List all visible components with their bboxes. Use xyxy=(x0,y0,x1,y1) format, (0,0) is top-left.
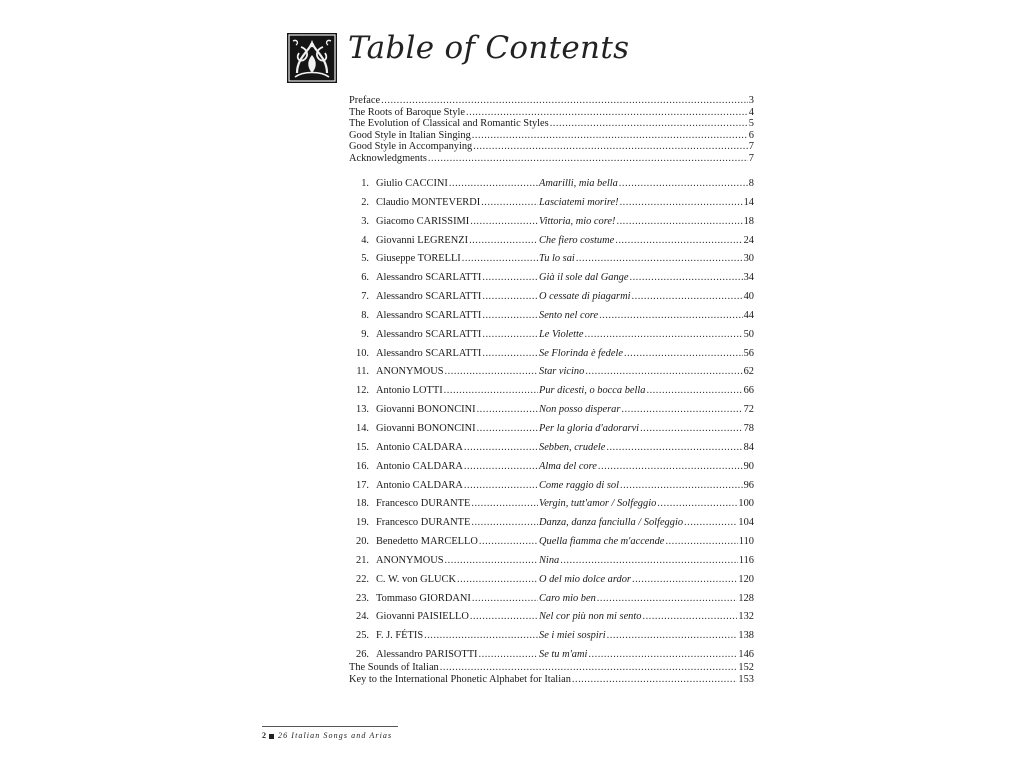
song-entry xyxy=(349,552,754,571)
song-number: 18. xyxy=(356,498,369,510)
dot-leader xyxy=(482,326,538,345)
composer-name: Antonio CALDARA xyxy=(376,460,463,472)
song-number: 12. xyxy=(356,385,369,397)
dot-leader xyxy=(550,118,748,130)
song-page: 128 xyxy=(738,592,754,604)
composer-name: Alessandro PARISOTTI xyxy=(376,649,478,661)
song-entry xyxy=(349,533,754,552)
dot-leader xyxy=(445,552,538,571)
square-bullet-icon xyxy=(269,734,274,739)
composer-name: ANONYMOUS xyxy=(376,366,444,378)
song-page: 100 xyxy=(738,498,754,510)
song-page: 138 xyxy=(738,630,754,642)
song-number: 16. xyxy=(356,460,369,472)
composer-name: Giovanni PAISIELLO xyxy=(376,611,469,623)
composer-name: Giulio CACCINI xyxy=(376,178,448,189)
song-title: Star vicino xyxy=(539,366,585,378)
song-title: Come raggio di sol xyxy=(539,479,619,491)
composer-name: Tommaso GIORDANI xyxy=(376,592,471,604)
song-title: Che fiero costume xyxy=(539,234,615,246)
toc-entry xyxy=(349,153,754,165)
dot-leader xyxy=(424,627,538,646)
composer-name: F. J. FÉTIS xyxy=(376,630,424,642)
song-number: 25. xyxy=(356,630,369,642)
dot-leader xyxy=(428,153,748,165)
song-page: 90 xyxy=(743,460,754,472)
composer-name: Benedetto MARCELLO xyxy=(376,536,478,548)
song-number: 5. xyxy=(361,253,369,265)
entry-label: Preface xyxy=(349,95,381,106)
song-page: 110 xyxy=(738,536,754,548)
toc-entry xyxy=(349,141,754,153)
song-number: 13. xyxy=(356,404,369,416)
song-page: 72 xyxy=(743,404,754,416)
dot-leader xyxy=(642,608,737,627)
song-number: 11. xyxy=(356,366,369,378)
song-title: Vittoria, mio core! xyxy=(539,215,616,227)
song-number: 4. xyxy=(361,234,369,246)
dot-leader xyxy=(632,288,743,307)
dot-leader xyxy=(620,477,743,496)
song-entry xyxy=(349,175,754,194)
song-entry xyxy=(349,326,754,345)
song-title: Nina xyxy=(539,554,560,566)
song-number: 22. xyxy=(356,573,369,585)
song-page: 66 xyxy=(743,385,754,397)
song-number: 2. xyxy=(361,196,369,208)
entry-label: Key to the International Phonetic Alphabet for Italian xyxy=(349,673,571,685)
song-page: 44 xyxy=(743,309,754,321)
entry-page: 4 xyxy=(748,106,754,118)
dot-leader xyxy=(629,269,742,288)
song-entry xyxy=(349,590,754,609)
song-page: 78 xyxy=(743,422,754,434)
composer-name: C. W. von GLUCK xyxy=(376,573,456,585)
songs-list xyxy=(349,175,754,665)
footer-page-number: 2 xyxy=(262,731,266,740)
song-entry xyxy=(349,269,754,288)
composer-name: Alessandro SCARLATTI xyxy=(376,309,482,321)
song-page: 18 xyxy=(743,215,754,227)
song-page: 24 xyxy=(743,234,754,246)
song-title: Lasciatemi morire! xyxy=(539,196,619,208)
composer-name: Giovanni BONONCINI xyxy=(376,422,476,434)
song-number: 8. xyxy=(361,309,369,321)
song-title: Sento nel core xyxy=(539,309,599,321)
song-number: 26. xyxy=(356,649,369,661)
entry-label: The Sounds of Italian xyxy=(349,662,439,673)
dot-leader xyxy=(585,326,743,345)
entry-label: Acknowledgments xyxy=(349,152,427,164)
song-title: Se Florinda è fedele xyxy=(539,347,623,359)
song-number: 10. xyxy=(356,347,369,359)
song-number: 24. xyxy=(356,611,369,623)
song-entry xyxy=(349,194,754,213)
song-entry xyxy=(349,307,754,326)
song-page: 96 xyxy=(743,479,754,491)
dot-leader xyxy=(646,382,742,401)
dot-leader xyxy=(464,439,538,458)
entry-page: 3 xyxy=(748,95,754,106)
song-title: Sebben, crudele xyxy=(539,441,606,453)
dot-leader xyxy=(576,250,743,269)
song-number: 9. xyxy=(361,328,369,340)
entry-page: 152 xyxy=(738,662,754,673)
toc-entry xyxy=(349,95,754,107)
song-entry xyxy=(349,439,754,458)
dot-leader xyxy=(471,495,538,514)
dot-leader xyxy=(462,250,538,269)
song-title: Già il sole dal Gange xyxy=(539,272,629,284)
entry-label: The Evolution of Classical and Romantic Styles xyxy=(349,118,549,130)
song-title: O cessate di piagarmi xyxy=(539,291,631,303)
dot-leader xyxy=(477,420,538,439)
song-number: 14. xyxy=(356,422,369,434)
dot-leader xyxy=(449,175,538,194)
dot-leader xyxy=(482,345,538,364)
song-entry xyxy=(349,571,754,590)
dot-leader xyxy=(560,552,738,571)
dot-leader xyxy=(445,363,538,382)
entry-label: Good Style in Italian Singing xyxy=(349,129,471,141)
song-number: 1. xyxy=(361,178,369,189)
dot-leader xyxy=(624,345,743,364)
song-number: 20. xyxy=(356,536,369,548)
song-title: Alma del core xyxy=(539,460,597,472)
toc-entry xyxy=(349,118,754,130)
dot-leader xyxy=(621,401,742,420)
song-entry xyxy=(349,627,754,646)
song-entry xyxy=(349,345,754,364)
dot-leader xyxy=(469,232,538,251)
dot-leader xyxy=(482,269,538,288)
song-entry xyxy=(349,495,754,514)
composer-name: Antonio LOTTI xyxy=(376,385,443,397)
dot-leader xyxy=(597,590,738,609)
composer-name: Alessandro SCARLATTI xyxy=(376,347,482,359)
dot-leader xyxy=(470,213,538,232)
toc-entry xyxy=(349,107,754,119)
dot-leader xyxy=(477,401,538,420)
dot-leader xyxy=(620,194,743,213)
composer-name: Antonio CALDARA xyxy=(376,479,463,491)
dot-leader xyxy=(482,288,538,307)
dot-leader xyxy=(640,420,743,439)
composer-name: Francesco DURANTE xyxy=(376,498,471,510)
song-title: Se tu m'ami xyxy=(539,649,588,661)
song-number: 19. xyxy=(356,517,369,529)
dot-leader xyxy=(472,590,538,609)
composer-name: Antonio CALDARA xyxy=(376,441,463,453)
song-page: 104 xyxy=(738,517,754,529)
song-page: 132 xyxy=(738,611,754,623)
dot-leader xyxy=(440,662,738,674)
song-title: Vergin, tutt'amor / Solfeggio xyxy=(539,498,657,510)
page-footer xyxy=(262,730,392,742)
composer-name: Alessandro SCARLATTI xyxy=(376,272,482,284)
song-entry xyxy=(349,363,754,382)
dot-leader xyxy=(479,533,538,552)
dot-leader xyxy=(481,194,538,213)
song-entry xyxy=(349,382,754,401)
song-entry xyxy=(349,250,754,269)
dot-leader xyxy=(684,514,737,533)
dot-leader xyxy=(615,232,742,251)
song-number: 7. xyxy=(361,291,369,303)
dot-leader xyxy=(472,130,748,142)
dot-leader xyxy=(665,533,737,552)
dot-leader xyxy=(606,439,742,458)
dot-leader xyxy=(482,307,538,326)
song-title: Amarilli, mia bella xyxy=(539,178,618,189)
dot-leader xyxy=(464,458,538,477)
song-entry xyxy=(349,458,754,477)
entry-page: 153 xyxy=(738,673,754,685)
footer-book-title: 26 Italian Songs and Arias xyxy=(278,731,393,740)
entry-label: Good Style in Accompanying xyxy=(349,141,473,153)
composer-name: Claudio MONTEVERDI xyxy=(376,196,481,208)
footer-rule xyxy=(262,726,398,727)
dot-leader xyxy=(607,627,738,646)
entry-page: 5 xyxy=(748,118,754,130)
song-title: O del mio dolce ardor xyxy=(539,573,631,585)
song-page: 84 xyxy=(743,441,754,453)
song-title: Non posso disperar xyxy=(539,404,621,416)
composer-name: Francesco DURANTE xyxy=(376,517,471,529)
dot-leader xyxy=(466,107,748,119)
toc-entry xyxy=(349,674,754,686)
composer-name: Giovanni BONONCINI xyxy=(376,404,476,416)
song-title: Quella fiamma che m'accende xyxy=(539,536,665,548)
entry-page: 7 xyxy=(748,141,754,153)
song-title: Per la gloria d'adorarvi xyxy=(539,422,640,434)
song-page: 120 xyxy=(738,573,754,585)
song-page: 62 xyxy=(743,366,754,378)
song-number: 21. xyxy=(356,554,369,566)
composer-name: Giacomo CARISSIMI xyxy=(376,215,470,227)
song-page: 34 xyxy=(743,272,754,284)
toc-entry xyxy=(349,662,754,674)
toc-entry xyxy=(349,130,754,142)
composer-name: Alessandro SCARLATTI xyxy=(376,291,482,303)
song-page: 56 xyxy=(743,347,754,359)
back-matter-list xyxy=(349,662,754,685)
entry-page: 6 xyxy=(748,129,754,141)
front-matter-list xyxy=(349,95,754,165)
composer-name: Alessandro SCARLATTI xyxy=(376,328,482,340)
song-number: 6. xyxy=(361,272,369,284)
dot-leader xyxy=(473,141,748,153)
song-entry xyxy=(349,288,754,307)
dot-leader xyxy=(632,571,737,590)
song-number: 17. xyxy=(356,479,369,491)
song-page: 30 xyxy=(743,253,754,265)
dot-leader xyxy=(464,477,538,496)
song-entry xyxy=(349,401,754,420)
dot-leader xyxy=(619,175,748,194)
dot-leader xyxy=(381,95,748,107)
song-entry xyxy=(349,232,754,251)
entry-page: 7 xyxy=(748,152,754,164)
dot-leader xyxy=(657,495,737,514)
dot-leader xyxy=(616,213,742,232)
song-number: 3. xyxy=(361,215,369,227)
song-entry xyxy=(349,420,754,439)
dot-leader xyxy=(444,382,538,401)
song-page: 146 xyxy=(738,649,754,661)
song-title: Pur dicesti, o bocca bella xyxy=(539,385,646,397)
song-entry xyxy=(349,608,754,627)
composer-name: ANONYMOUS xyxy=(376,554,444,566)
composer-name: Giovanni LEGRENZI xyxy=(376,234,469,246)
song-title: Caro mio ben xyxy=(539,592,596,604)
dot-leader xyxy=(599,307,743,326)
dot-leader xyxy=(471,514,538,533)
song-page: 8 xyxy=(748,178,754,189)
song-title: Le Violette xyxy=(539,328,584,340)
song-number: 15. xyxy=(356,441,369,453)
dot-leader xyxy=(470,608,538,627)
dot-leader xyxy=(457,571,538,590)
song-page: 14 xyxy=(743,196,754,208)
song-page: 116 xyxy=(738,554,754,566)
song-page: 40 xyxy=(743,291,754,303)
song-number: 23. xyxy=(356,592,369,604)
song-entry xyxy=(349,213,754,232)
song-page: 50 xyxy=(743,328,754,340)
song-title: Nel cor più non mi sento xyxy=(539,611,642,623)
composer-name: Giuseppe TORELLI xyxy=(376,253,461,265)
entry-label: The Roots of Baroque Style xyxy=(349,106,466,118)
dot-leader xyxy=(585,363,742,382)
page-title: Table of Contents xyxy=(348,30,630,66)
song-title: Tu lo sai xyxy=(539,253,575,265)
song-entry xyxy=(349,477,754,496)
song-title: Se i miei sospiri xyxy=(539,630,606,642)
song-title: Danza, danza fanciulla / Solfeggio xyxy=(539,517,684,529)
song-entry xyxy=(349,514,754,533)
dot-leader xyxy=(572,674,738,686)
dot-leader xyxy=(598,458,743,477)
ornament-icon xyxy=(287,33,337,83)
